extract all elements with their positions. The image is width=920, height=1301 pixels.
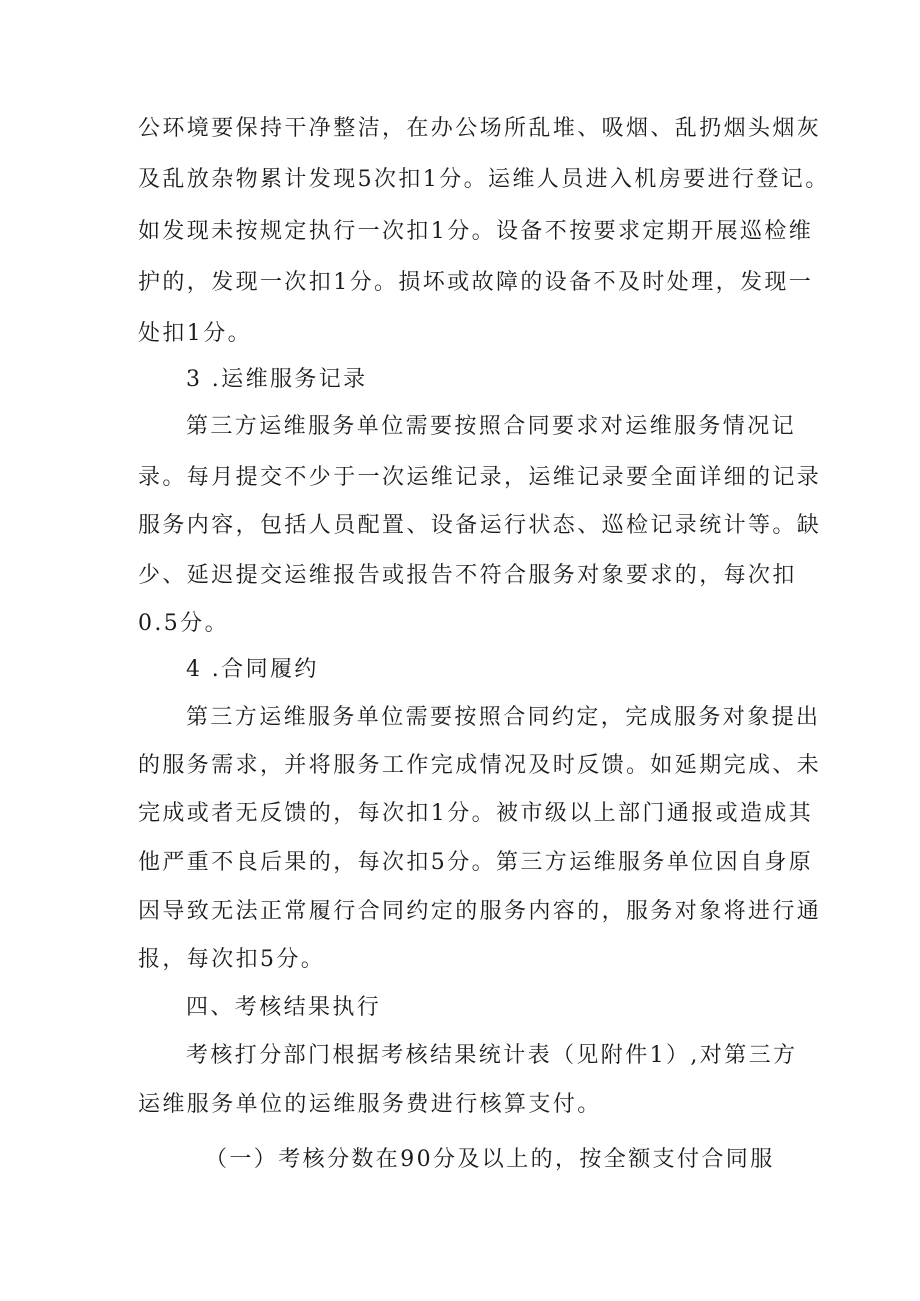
section-heading: 4 .合同履约 [186,657,319,682]
body-text-line: 他严重不良后果的，每次扣5分。第三方运维服务单位因自身原 [138,850,814,875]
body-text-line: 报，每次扣5分。 [138,947,326,972]
body-text-line: 录。每月提交不少于一次运维记录，运维记录要全面详细的记录 [138,465,822,490]
body-text-line: 及乱放杂物累计发现5次扣1分。运维人员进入机房要进行登记。 [138,167,830,192]
body-text-line: 运维服务单位的运维服务费进行核算支付。 [138,1092,602,1117]
body-text-line: 第三方运维服务单位需要按照合同约定，完成服务对象提出 [186,705,821,730]
body-text-line: 少、延迟提交运维报告或报告不符合服务对象要求的，每次扣 [138,563,797,588]
body-text-line: 考核打分部门根据考核结果统计表（见附件1）,对第三方 [186,1043,798,1068]
body-text-line: （一）考核分数在90分及以上的，按全额支付合同服 [205,1147,775,1172]
body-text-line: 如发现未按规定执行一次扣1分。设备不按要求定期开展巡检维 [138,219,814,244]
body-text-line: 服务内容，包括人员配置、设备运行状态、巡检记录统计等。缺 [138,513,822,538]
body-text-line: 护的，发现一次扣1分。损坏或故障的设备不及时处理，发现一 [138,270,814,295]
body-text-line: 处扣1分。 [138,321,252,346]
body-text-line: 完成或者无反馈的，每次扣1分。被市级以上部门通报或造成其 [138,801,814,826]
body-text-line: 的服务需求，并将服务工作完成情况及时反馈。如延期完成、未 [138,753,822,778]
body-text-line: 0.5分。 [138,611,229,636]
body-text-line: 因导致无法正常履行合同约定的服务内容的，服务对象将进行通 [138,899,822,924]
section-heading: 四、考核结果执行 [186,995,382,1020]
section-heading: 3 .运维服务记录 [186,367,368,392]
body-text-line: 公环境要保持干净整洁，在办公场所乱堆、吸烟、乱扔烟头烟灰 [138,116,822,141]
body-text-line: 第三方运维服务单位需要按照合同要求对运维服务情况记 [186,414,797,439]
